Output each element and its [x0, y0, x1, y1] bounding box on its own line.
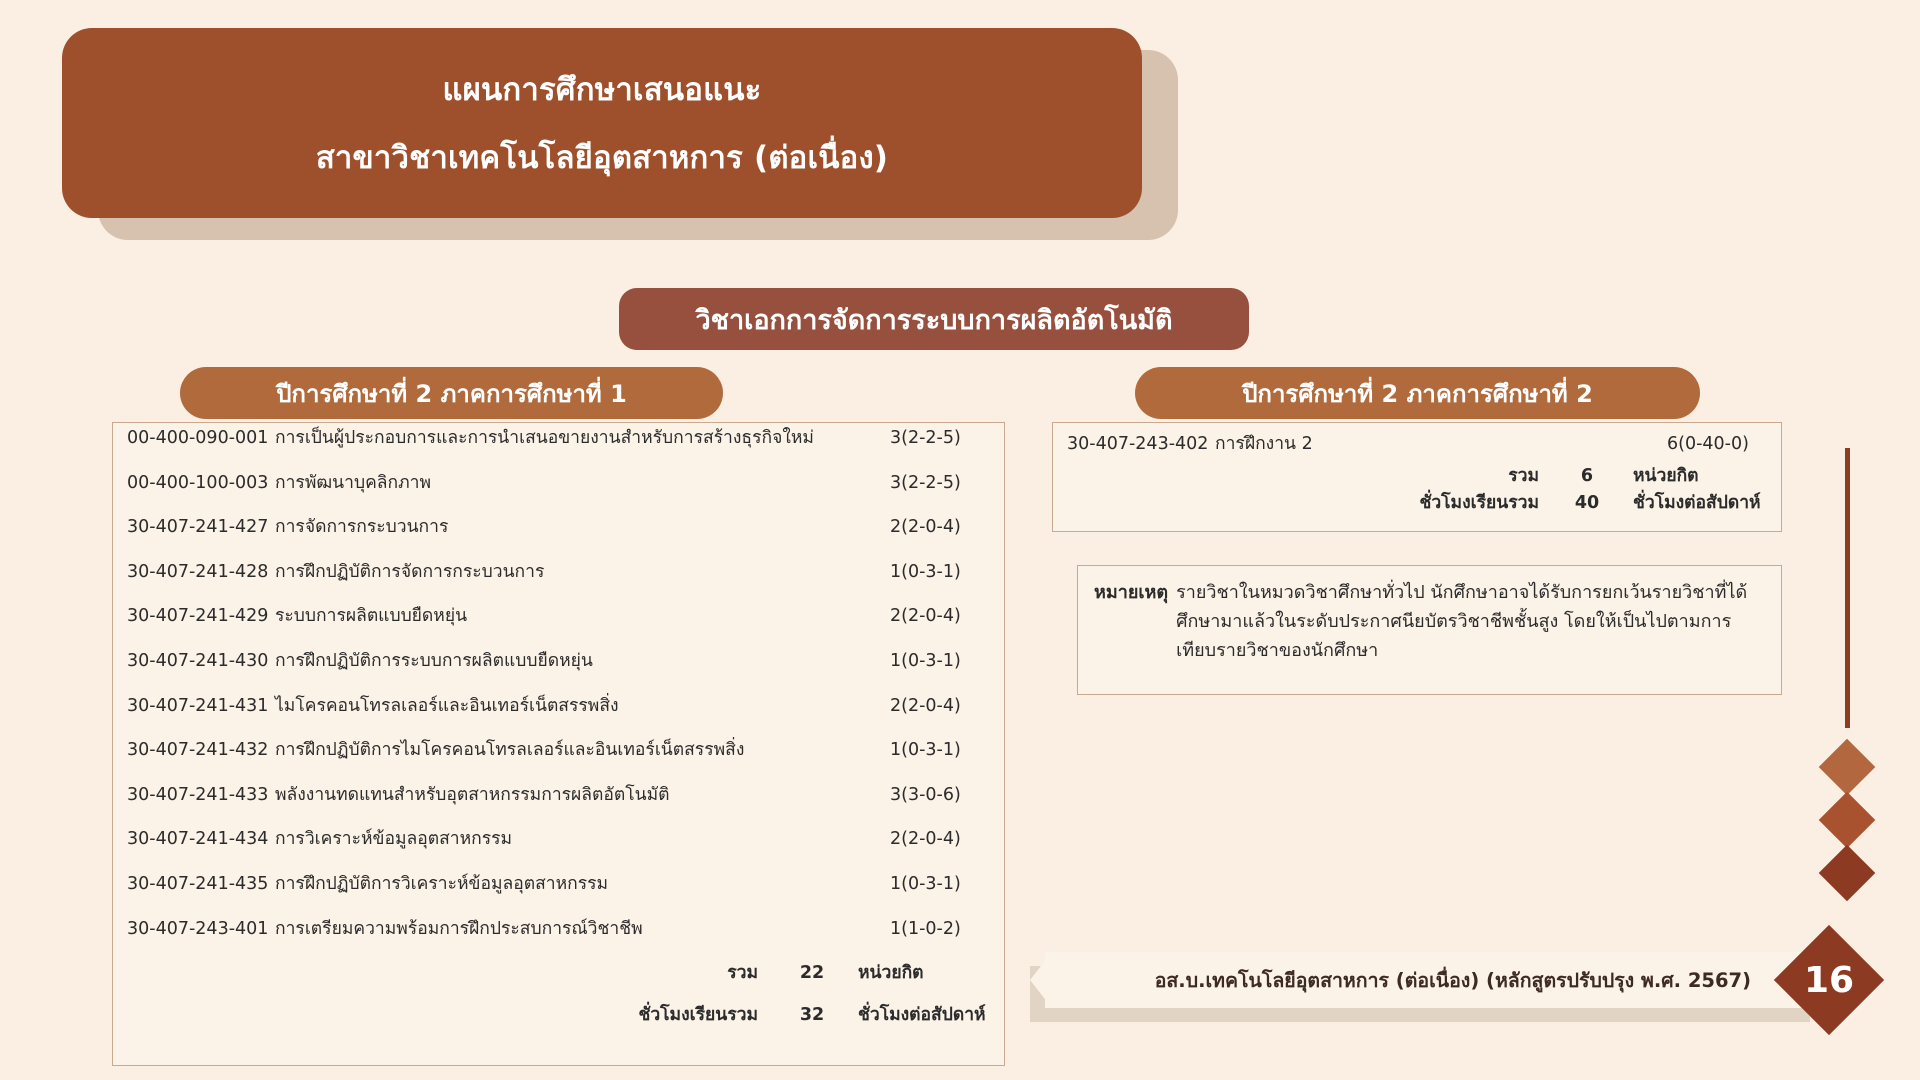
course-code: 30-407-241-430 — [127, 650, 269, 671]
total-hours-unit: ชั่วโมงต่อสัปดาห์ — [858, 1005, 986, 1026]
course-name: การจัดการกระบวนการ — [275, 517, 449, 538]
course-name: ระบบการผลิตแบบยืดหยุ่น — [275, 606, 468, 627]
table-row — [113, 601, 1004, 646]
major-pill: วิชาเอกการจัดการระบบการผลิตอัตโนมัติ — [619, 288, 1249, 350]
course-name: การฝึกปฏิบัติการวิเคราะห์ข้อมูลอุตสาหกรรม — [275, 873, 609, 894]
table-row — [113, 869, 1004, 914]
course-credits: 2(2-0-4) — [890, 695, 961, 716]
course-credits: 1(0-3-1) — [890, 740, 961, 761]
total-credits-value: 6 — [1580, 466, 1594, 486]
course-credits: 3(3-0-6) — [890, 784, 961, 805]
table-row — [113, 914, 1004, 959]
total-hours-unit: ชั่วโมงต่อสัปดาห์ — [1633, 493, 1761, 513]
course-code: 30-407-241-433 — [127, 784, 269, 805]
page-title-line1: แผนการศึกษาเสนอแนะ — [442, 72, 762, 108]
table-row — [113, 646, 1004, 691]
page-title-line2: สาขาวิชาเทคโนโลยีอุตสาหการ (ต่อเนื่อง) — [315, 140, 889, 176]
course-name: การเป็นผู้ประกอบการและการนำเสนอขายงานสำหรับการสร้างธุรกิจใหม่ — [275, 428, 814, 448]
table-row — [113, 735, 1004, 780]
total-credits-unit: หน่วยกิต — [1633, 466, 1699, 486]
semester-2-course-table — [1052, 422, 1782, 532]
course-credits: 2(2-0-4) — [890, 517, 961, 538]
table-row — [113, 691, 1004, 736]
course-name: การเตรียมความพร้อมการฝึกประสบการณ์วิชาชีพ — [275, 918, 643, 939]
course-name: การฝึกปฏิบัติการไมโครคอนโทรลเลอร์และอินเทอร์เน็ตสรรพสิ่ง — [275, 740, 745, 761]
decorative-diamond-3 — [1819, 845, 1876, 902]
note-text: รายวิชาในหมวดวิชาศึกษาทั่วไป นักศึกษาอาจได้รับการยกเว้นรายวิชาที่ได้ศึกษามาแล้วในระดับประกาศนียบัตรวิชาชีพชั้นสูง โดยให้เป็นไปตามการเทียบรายวิชาของนักศึกษา — [1176, 582, 1748, 662]
course-code: 30-407-241-428 — [127, 561, 269, 582]
total-hours-value: 32 — [799, 1005, 825, 1026]
course-name: ไมโครคอนโทรลเลอร์และอินเทอร์เน็ตสรรพสิ่ง — [275, 695, 619, 716]
table-row — [113, 468, 1004, 513]
course-name: พลังงานทดแทนสำหรับอุตสาหกรรมการผลิตอัตโนมัติ — [275, 784, 670, 805]
course-credits: 1(0-3-1) — [890, 561, 961, 582]
decorative-diamond-1 — [1819, 739, 1876, 796]
total-hours-row — [1053, 488, 1781, 515]
course-credits: 3(2-2-5) — [890, 428, 961, 448]
course-code: 30-407-241-429 — [127, 606, 269, 627]
course-credits: 1(0-3-1) — [890, 650, 961, 671]
course-name: การฝึกงาน 2 — [1215, 434, 1313, 454]
course-credits: 2(2-0-4) — [890, 606, 961, 627]
total-credits-row — [1053, 461, 1781, 488]
course-credits: 1(1-0-2) — [890, 918, 961, 939]
footer-bar: อส.บ.เทคโนโลยีอุตสาหการ (ต่อเนื่อง) (หลักสูตรปรับปรุง พ.ศ. 2567) — [1045, 952, 1825, 1008]
total-credits-label: รวม — [1508, 466, 1539, 486]
table-row — [113, 557, 1004, 602]
note-inner — [1094, 578, 1767, 665]
page-number: 16 — [1803, 959, 1855, 1001]
total-hours-label: ชั่วโมงเรียนรวม — [638, 1005, 758, 1026]
decorative-vertical-bar — [1845, 448, 1850, 728]
semester-1-heading: ปีการศึกษาที่ 2 ภาคการศึกษาที่ 1 — [180, 367, 723, 419]
total-hours-label: ชั่วโมงเรียนรวม — [1419, 493, 1539, 513]
note-label: หมายเหตุ — [1094, 582, 1169, 603]
course-code: 00-400-090-001 — [127, 428, 269, 448]
course-name: การฝึกปฏิบัติการระบบการผลิตแบบยืดหยุ่น — [275, 650, 593, 671]
course-credits: 6(0-40-0) — [1667, 434, 1749, 454]
note-box — [1077, 565, 1782, 695]
total-hours-value: 40 — [1574, 493, 1600, 513]
total-credits-value: 22 — [799, 963, 825, 984]
course-code: 30-407-241-435 — [127, 873, 269, 894]
course-code: 30-407-241-427 — [127, 517, 269, 538]
course-code: 30-407-241-431 — [127, 695, 269, 716]
total-credits-row — [113, 958, 1004, 1000]
table-row — [113, 824, 1004, 869]
course-code: 30-407-243-401 — [127, 918, 269, 939]
title-block — [62, 28, 1142, 218]
course-credits: 1(0-3-1) — [890, 873, 961, 894]
table-row — [1053, 423, 1781, 461]
course-code: 00-400-100-003 — [127, 472, 269, 493]
table-row — [113, 423, 1004, 468]
total-credits-unit: หน่วยกิต — [858, 963, 924, 984]
course-code: 30-407-241-432 — [127, 740, 269, 761]
total-credits-label: รวม — [727, 963, 758, 984]
table-row — [113, 512, 1004, 557]
course-credits: 3(2-2-5) — [890, 472, 961, 493]
course-code: 30-407-243-402 — [1067, 434, 1209, 454]
course-code: 30-407-241-434 — [127, 829, 269, 850]
course-name: การฝึกปฏิบัติการจัดการกระบวนการ — [275, 561, 545, 582]
semester-1-course-table — [112, 422, 1005, 1066]
course-name: การพัฒนาบุคลิกภาพ — [275, 472, 431, 493]
table-row — [113, 780, 1004, 825]
decorative-diamond-2 — [1819, 792, 1876, 849]
total-hours-row — [113, 1000, 1004, 1042]
course-name: การวิเคราะห์ข้อมูลอุตสาหกรรม — [275, 829, 513, 850]
course-credits: 2(2-0-4) — [890, 829, 961, 850]
semester-2-heading: ปีการศึกษาที่ 2 ภาคการศึกษาที่ 2 — [1135, 367, 1700, 419]
